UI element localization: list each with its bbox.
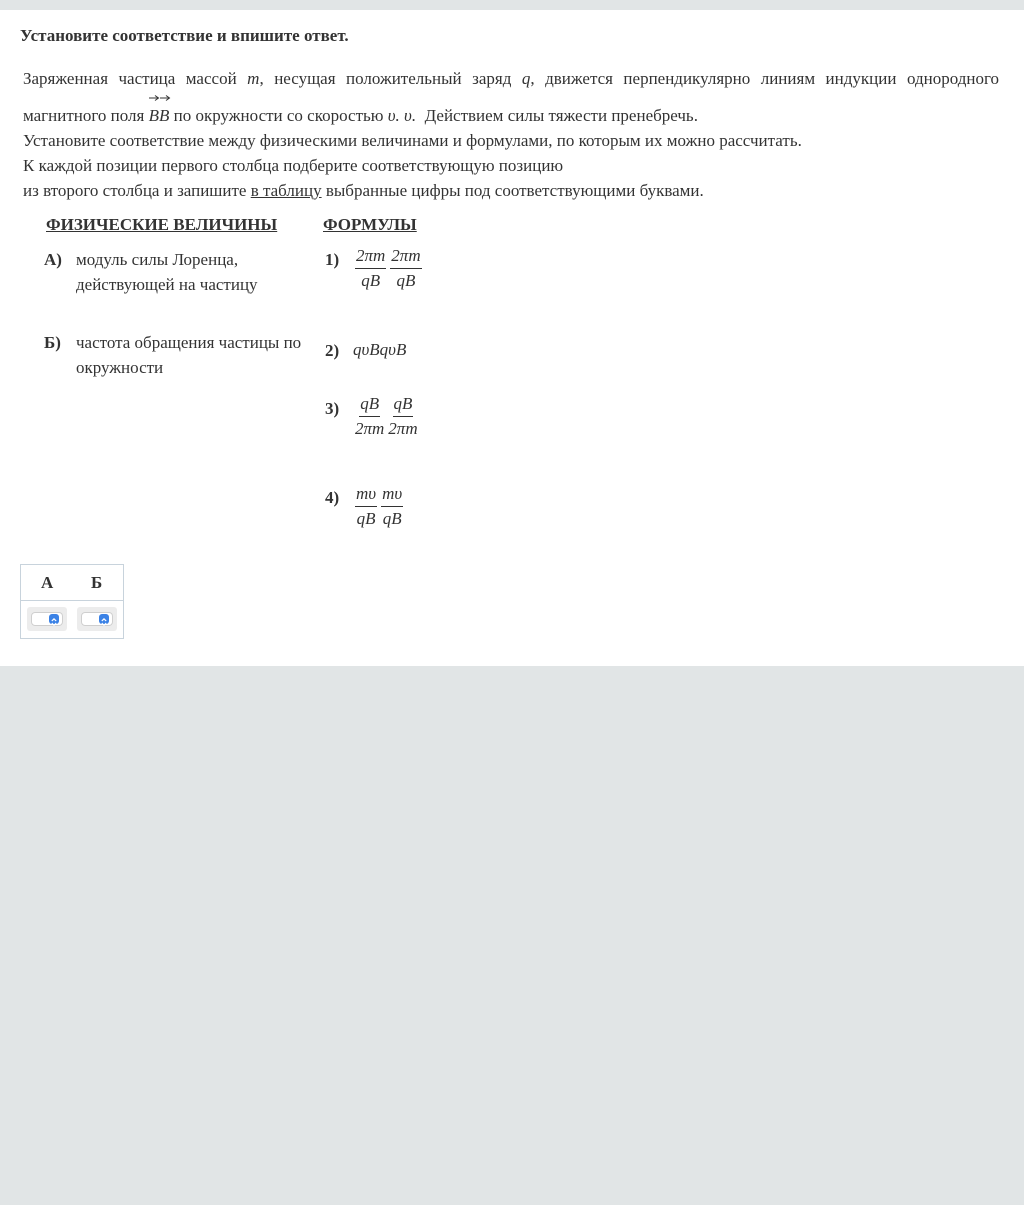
fraction: [381, 484, 403, 529]
fraction-denominator: qB: [361, 271, 381, 290]
fraction: [388, 394, 417, 439]
fraction-denominator: qB: [356, 509, 376, 528]
problem-text: , движется перпендикулярно линиям индукции однородного: [530, 69, 1000, 88]
formula-number-4: 4): [325, 488, 340, 507]
problem-text: магнитного поля: [23, 106, 145, 125]
charge-symbol: q: [521, 69, 531, 88]
answer-table-header: [21, 565, 123, 601]
fraction-numerator: qB: [393, 394, 414, 417]
quantity-text-a: модуль силы Лоренца, действующей на частицу: [76, 250, 258, 294]
problem-text: Действием силы тяжести пренебречь.: [424, 106, 698, 125]
fraction: [355, 484, 377, 529]
quantities-header: ФИЗИЧЕСКИЕ ВЕЛИЧИНЫ: [46, 215, 278, 234]
fraction-denominator: 2πm: [355, 419, 385, 438]
fraction-numerator: 2πm: [355, 246, 386, 269]
problem-text: , несущая положительный заряд: [259, 69, 512, 88]
fraction-numerator: mυ: [355, 484, 377, 507]
problem-line-1: [23, 66, 999, 91]
select-field[interactable]: [81, 612, 113, 626]
problem-line-5: [23, 178, 999, 203]
mass-symbol: m: [247, 69, 260, 88]
answer-select-a[interactable]: [27, 607, 67, 631]
formulas-header: ФОРМУЛЫ: [323, 215, 417, 234]
answer-column-a: А: [41, 573, 54, 592]
fraction-numerator: 2πm: [390, 246, 421, 269]
formula-3: [355, 394, 422, 439]
fraction-denominator: 2πm: [388, 419, 418, 438]
problem-line-4: К каждой позиции первого столбца подберите соответствующую позицию: [23, 156, 564, 175]
problem-line-2: [23, 103, 999, 128]
quantity-letter-b: Б): [44, 333, 61, 352]
quantity-text-b: частота обращения частицы по окружности: [76, 333, 302, 377]
fraction: [355, 394, 384, 439]
fraction-denominator: qB: [382, 509, 402, 528]
task-instruction: Установите соответствие и впишите ответ.: [20, 26, 349, 45]
formula-number-1: 1): [325, 250, 340, 269]
formula-1: [355, 246, 426, 291]
formula-2: qυBqυB: [353, 340, 407, 359]
problem-statement: [23, 66, 999, 203]
problem-text: по окружности со скоростью: [173, 106, 384, 125]
problem-text: из второго столбца и запишите: [23, 181, 247, 200]
velocity-symbol: υ. υ.: [387, 106, 417, 125]
answer-column-b: Б: [91, 573, 103, 592]
fraction-numerator: qB: [359, 394, 380, 417]
vector-arrow-icon: [149, 94, 171, 102]
problem-line-3: Установите соответствие между физическими величинами и формулами, по которым их можно рассчитать.: [23, 131, 802, 150]
magnetic-field-vector: [149, 103, 170, 128]
problem-text: выбранные цифры под соответствующими буквами.: [325, 181, 704, 200]
fraction: [390, 246, 421, 291]
problem-text: Заряженная частица массой: [23, 69, 237, 88]
answer-select-b[interactable]: [77, 607, 117, 631]
answer-table: [20, 564, 124, 639]
field-symbol: BB: [148, 106, 170, 125]
fraction-numerator: mυ: [381, 484, 403, 507]
quantity-letter-a: А): [44, 250, 62, 269]
task-panel: [0, 10, 1024, 666]
select-field[interactable]: [31, 612, 63, 626]
formula-number-3: 3): [325, 399, 340, 418]
formula-4: [355, 484, 407, 529]
select-arrows-icon: [49, 614, 59, 624]
select-arrows-icon: [99, 614, 109, 624]
formula-number-2: 2): [325, 341, 340, 360]
fraction: [355, 246, 386, 291]
fraction-denominator: qB: [396, 271, 416, 290]
table-link: в таблицу: [250, 181, 322, 200]
